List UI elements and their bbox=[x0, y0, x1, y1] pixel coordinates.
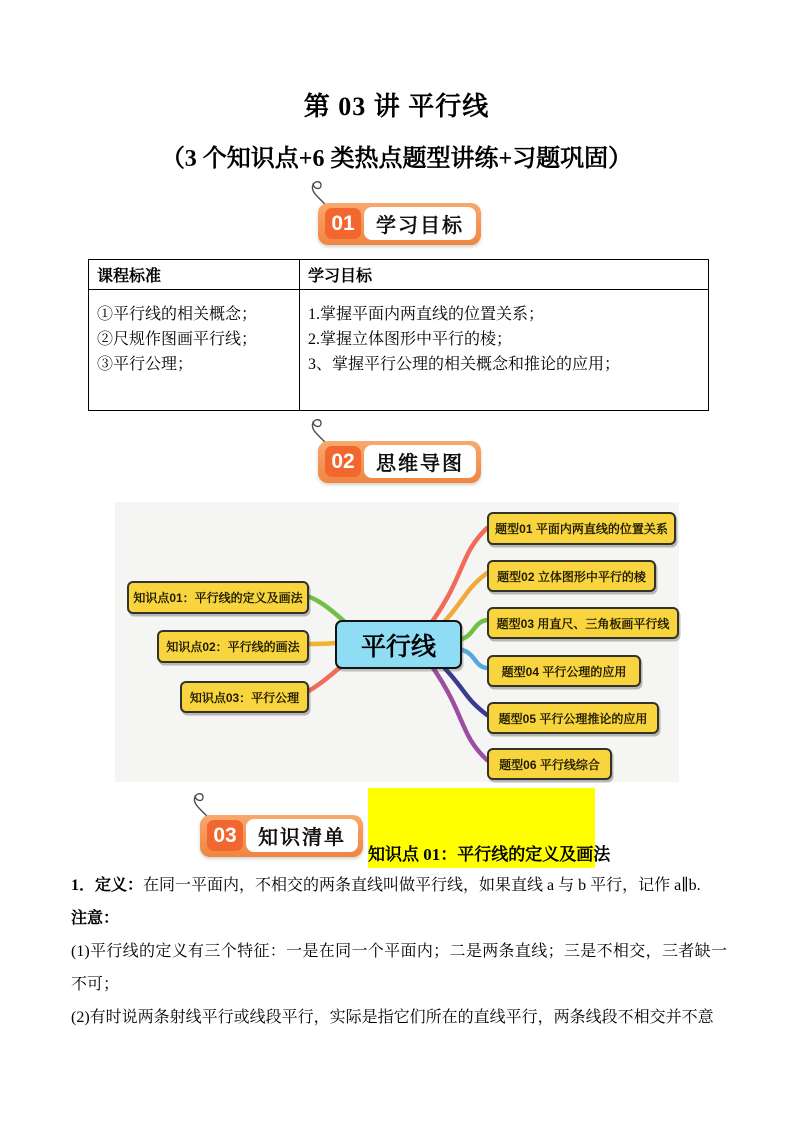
page-subtitle: （3 个知识点+6 类热点题型讲练+习题巩固） bbox=[160, 146, 633, 172]
badge-corner-dot bbox=[198, 813, 204, 819]
mindmap-node-type-01: 题型01 平面内两直线的位置关系 bbox=[487, 512, 676, 545]
badge-corner-dot bbox=[316, 439, 322, 445]
mindmap-node-type-02: 题型02 立体图形中平行的棱 bbox=[487, 560, 656, 592]
section-label: 思维导图 bbox=[364, 445, 476, 478]
learning-goal-cell bbox=[300, 290, 709, 411]
section-label: 学习目标 bbox=[364, 207, 476, 240]
goal-item: 3、掌握平行公理的相关概念和推论的应用； bbox=[308, 356, 621, 373]
note-item-2: (2)有时说两条射线平行或线段平行，实际是指它们所在的直线平行，两条线段不相交并不意 bbox=[71, 1009, 714, 1026]
section-badge-mindmap bbox=[318, 441, 481, 483]
mindmap-node-knowledge-01: 知识点01：平行线的定义及画法 bbox=[127, 581, 309, 614]
knowledge-content bbox=[71, 869, 727, 1034]
section-badge-learning-goals bbox=[318, 203, 481, 245]
definition-paragraph bbox=[71, 869, 727, 902]
mindmap-central-topic: 平行线 bbox=[335, 620, 462, 669]
mindmap-panel bbox=[115, 502, 679, 782]
section-label: 知识清单 bbox=[246, 819, 358, 852]
badge-background bbox=[318, 203, 481, 245]
page-title: 第 03 讲 平行线 bbox=[303, 92, 490, 121]
mindmap-node-type-03: 题型03 用直尺、三角板画平行线 bbox=[487, 607, 679, 639]
objectives-table bbox=[88, 259, 709, 411]
badge-corner-dot bbox=[316, 201, 322, 207]
branch-type-03 bbox=[459, 620, 487, 640]
mindmap-node-type-06: 题型06 平行线综合 bbox=[487, 748, 612, 780]
note-label: 注意： bbox=[71, 910, 120, 927]
branch-knowledge-02 bbox=[307, 643, 336, 644]
definition-text: 在同一平面内，不相交的两条直线叫做平行线，如果直线 a 与 b 平行，记作 a∥b. bbox=[143, 877, 701, 894]
table-header-row bbox=[89, 260, 709, 290]
badge-background bbox=[200, 815, 363, 857]
goal-item: 2.掌握立体图形中平行的棱； bbox=[308, 331, 513, 348]
branch-knowledge-01 bbox=[307, 596, 345, 622]
knowledge-point-title: 知识点 01：平行线的定义及画法 bbox=[368, 845, 611, 864]
section-number: 02 bbox=[325, 446, 361, 477]
table-body-row bbox=[89, 290, 709, 411]
section-badge-knowledge-list bbox=[200, 815, 363, 857]
mindmap-node-knowledge-02: 知识点02：平行线的画法 bbox=[157, 630, 309, 663]
section-number: 01 bbox=[325, 208, 361, 239]
standard-item: ②尺规作图画平行线； bbox=[97, 331, 258, 348]
mindmap-node-type-04: 题型04 平行公理的应用 bbox=[487, 655, 641, 687]
mindmap-node-type-05: 题型05 平行公理推论的应用 bbox=[487, 702, 659, 734]
header-learning-goal: 学习目标 bbox=[300, 260, 709, 290]
badge-background bbox=[318, 441, 481, 483]
branch-type-04 bbox=[459, 649, 487, 668]
standard-item: ③平行公理； bbox=[97, 356, 194, 373]
header-course-standard: 课程标准 bbox=[89, 260, 300, 290]
mindmap-node-knowledge-03: 知识点03：平行公理 bbox=[180, 681, 309, 713]
definition-label: 1．定义： bbox=[71, 877, 144, 894]
standard-item: ①平行线的相关概念； bbox=[97, 306, 258, 323]
goal-item: 1.掌握平面内两直线的位置关系； bbox=[308, 306, 545, 323]
note-item-1: (1)平行线的定义有三个特征：一是在同一个平面内；二是两条直线；三是不相交，三者缺一不可； bbox=[71, 943, 727, 993]
course-standard-cell bbox=[89, 290, 300, 411]
highlight-block bbox=[368, 788, 611, 868]
section-number: 03 bbox=[207, 820, 243, 851]
